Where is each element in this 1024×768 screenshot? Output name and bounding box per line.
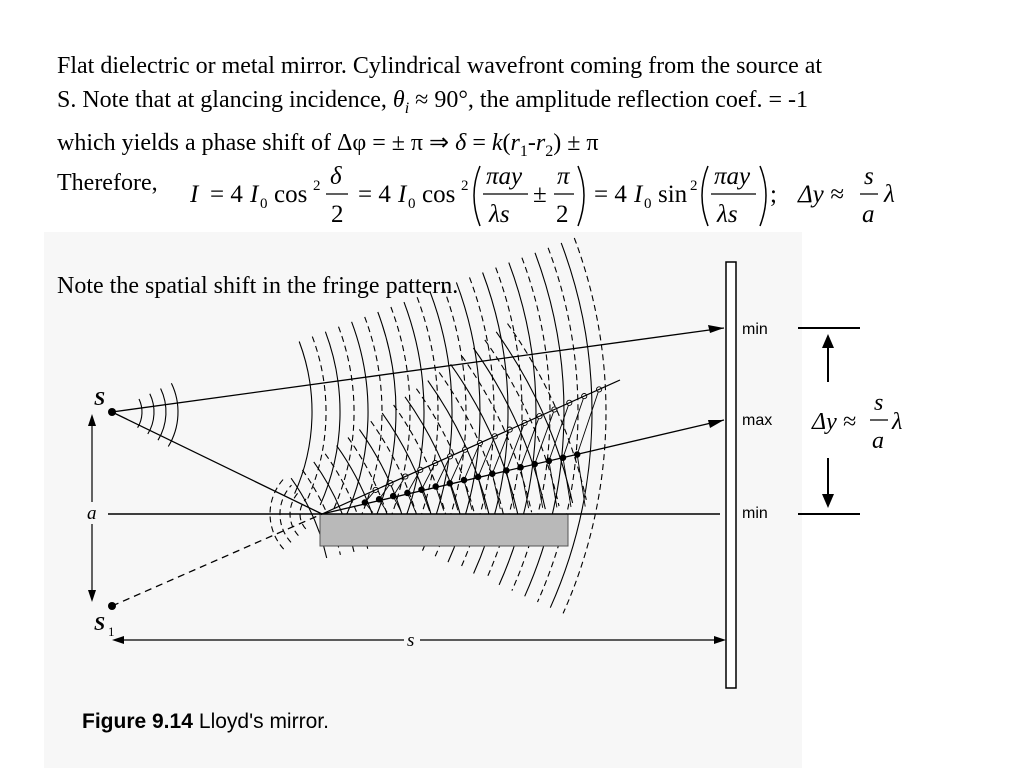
fringe-segment — [535, 410, 555, 508]
intro-line-3-tail: ) ± π — [553, 129, 599, 156]
reflected-wavefront — [451, 364, 518, 515]
formula-sub0: 0 — [260, 196, 268, 212]
formula-a: a — [862, 201, 875, 228]
figure-caption-text: Lloyd's mirror. — [198, 710, 329, 733]
formula-s: s — [864, 163, 874, 190]
formula-eq1: = 4 — [210, 181, 243, 208]
source-S1-dot — [108, 602, 116, 610]
r1-symbol: r — [510, 129, 520, 156]
arrowhead-icon-a-bottom — [88, 590, 96, 602]
therefore-label: Therefore, — [57, 170, 158, 196]
formula-sq2: 2 — [461, 178, 469, 194]
distance-s-label: s — [407, 630, 415, 651]
source-S1-label: S — [94, 613, 106, 635]
direct-wavefront — [320, 332, 340, 505]
annotation-a: a — [872, 428, 884, 454]
screen — [726, 262, 736, 688]
incident-ray — [112, 412, 322, 514]
formula-eq3: = 4 — [594, 181, 627, 208]
formula-pi: π — [557, 163, 570, 190]
label-max: max — [742, 412, 773, 429]
separation-a-label: a — [87, 503, 97, 524]
formula-I0c: I — [634, 181, 643, 208]
r1-subscript: 1 — [519, 142, 528, 160]
source-S1-subscript: 1 — [108, 624, 115, 639]
direct-wavefront — [346, 322, 368, 517]
formula-I0b: I — [398, 181, 407, 208]
formula-sin: sin — [658, 181, 688, 208]
arrowhead-icon — [708, 325, 724, 333]
formula-eq2: = 4 — [358, 181, 391, 208]
arrowhead-icon-a-top — [88, 414, 96, 426]
formula-lams: λs — [489, 201, 510, 228]
formula-cos: cos — [274, 181, 308, 208]
source-wavefront — [148, 394, 154, 434]
formula-semi: ; — [770, 181, 777, 208]
direct-wavefront — [307, 337, 326, 500]
annotation-s: s — [874, 390, 884, 416]
k-symbol: k — [491, 129, 503, 156]
r2-subscript: 2 — [545, 142, 554, 160]
formula-sub0b: 0 — [408, 196, 416, 212]
arrowhead-icon-2 — [708, 420, 724, 428]
formula-sq: 2 — [313, 178, 321, 194]
minus: - — [527, 129, 536, 156]
source-wavefront — [168, 383, 178, 446]
figure-caption-number: Figure 9.14 — [82, 710, 193, 733]
intro-line-1: Flat dielectric or metal mirror. Cylindrical wavefront coming from the source at — [57, 53, 823, 79]
formula-piay: πay — [486, 163, 523, 190]
formula-lams-b: λs — [717, 201, 738, 228]
formula-sub0c: 0 — [644, 196, 652, 212]
label-min-bottom: min — [742, 505, 768, 522]
source-S-dot — [108, 408, 116, 416]
intro-line-2-tail: ≈ 90°, the amplitude reflection coef. = -1 — [409, 87, 808, 113]
paren-open: ( — [502, 129, 511, 156]
formula-two: 2 — [331, 201, 344, 228]
virtual-source-ray — [112, 514, 322, 606]
equals: = — [466, 129, 492, 156]
formula-cos2: cos — [422, 181, 456, 208]
figure-caption — [82, 710, 329, 734]
formula-dy: Δy ≈ — [798, 181, 844, 208]
direct-wavefront — [423, 292, 453, 550]
direct-ray-top — [112, 328, 724, 412]
formula-sq3: 2 — [690, 178, 698, 194]
reflected-wavefront — [439, 372, 504, 518]
reflected-wavefront — [508, 324, 587, 500]
formula-two-b: 2 — [556, 201, 569, 228]
formula-I0: I — [250, 181, 259, 208]
source-wavefront — [158, 389, 166, 441]
theta-symbol: θ — [392, 87, 405, 113]
theta-subscript: i — [404, 99, 410, 117]
source-wavefront — [138, 399, 142, 428]
formula-pm: ± — [533, 181, 547, 208]
note-text: Note the spatial shift in the fringe pattern. — [57, 273, 459, 299]
intro-line-3-text: which yields a phase shift of Δφ = ± π ⇒ — [57, 129, 456, 156]
annotation-lambda: λ — [892, 409, 903, 435]
formula-I: I — [190, 181, 199, 208]
source-S-label: S — [94, 388, 106, 410]
annotation-dy: Δy ≈ — [812, 409, 856, 435]
arrow-down-icon — [822, 494, 834, 508]
intro-line-2-text: S. Note that at glancing incidence, — [57, 87, 393, 113]
arrowhead-icon-s-right — [714, 636, 726, 644]
r2-symbol: r — [535, 129, 546, 156]
label-min-top: min — [742, 321, 768, 338]
delta-symbol: δ — [455, 129, 467, 156]
formula-delta: δ — [330, 163, 342, 190]
mirror-block — [320, 514, 568, 546]
arrow-up-icon — [822, 334, 834, 348]
formula-lambda: λ — [884, 181, 895, 208]
formula-piay-b: πay — [714, 163, 751, 190]
